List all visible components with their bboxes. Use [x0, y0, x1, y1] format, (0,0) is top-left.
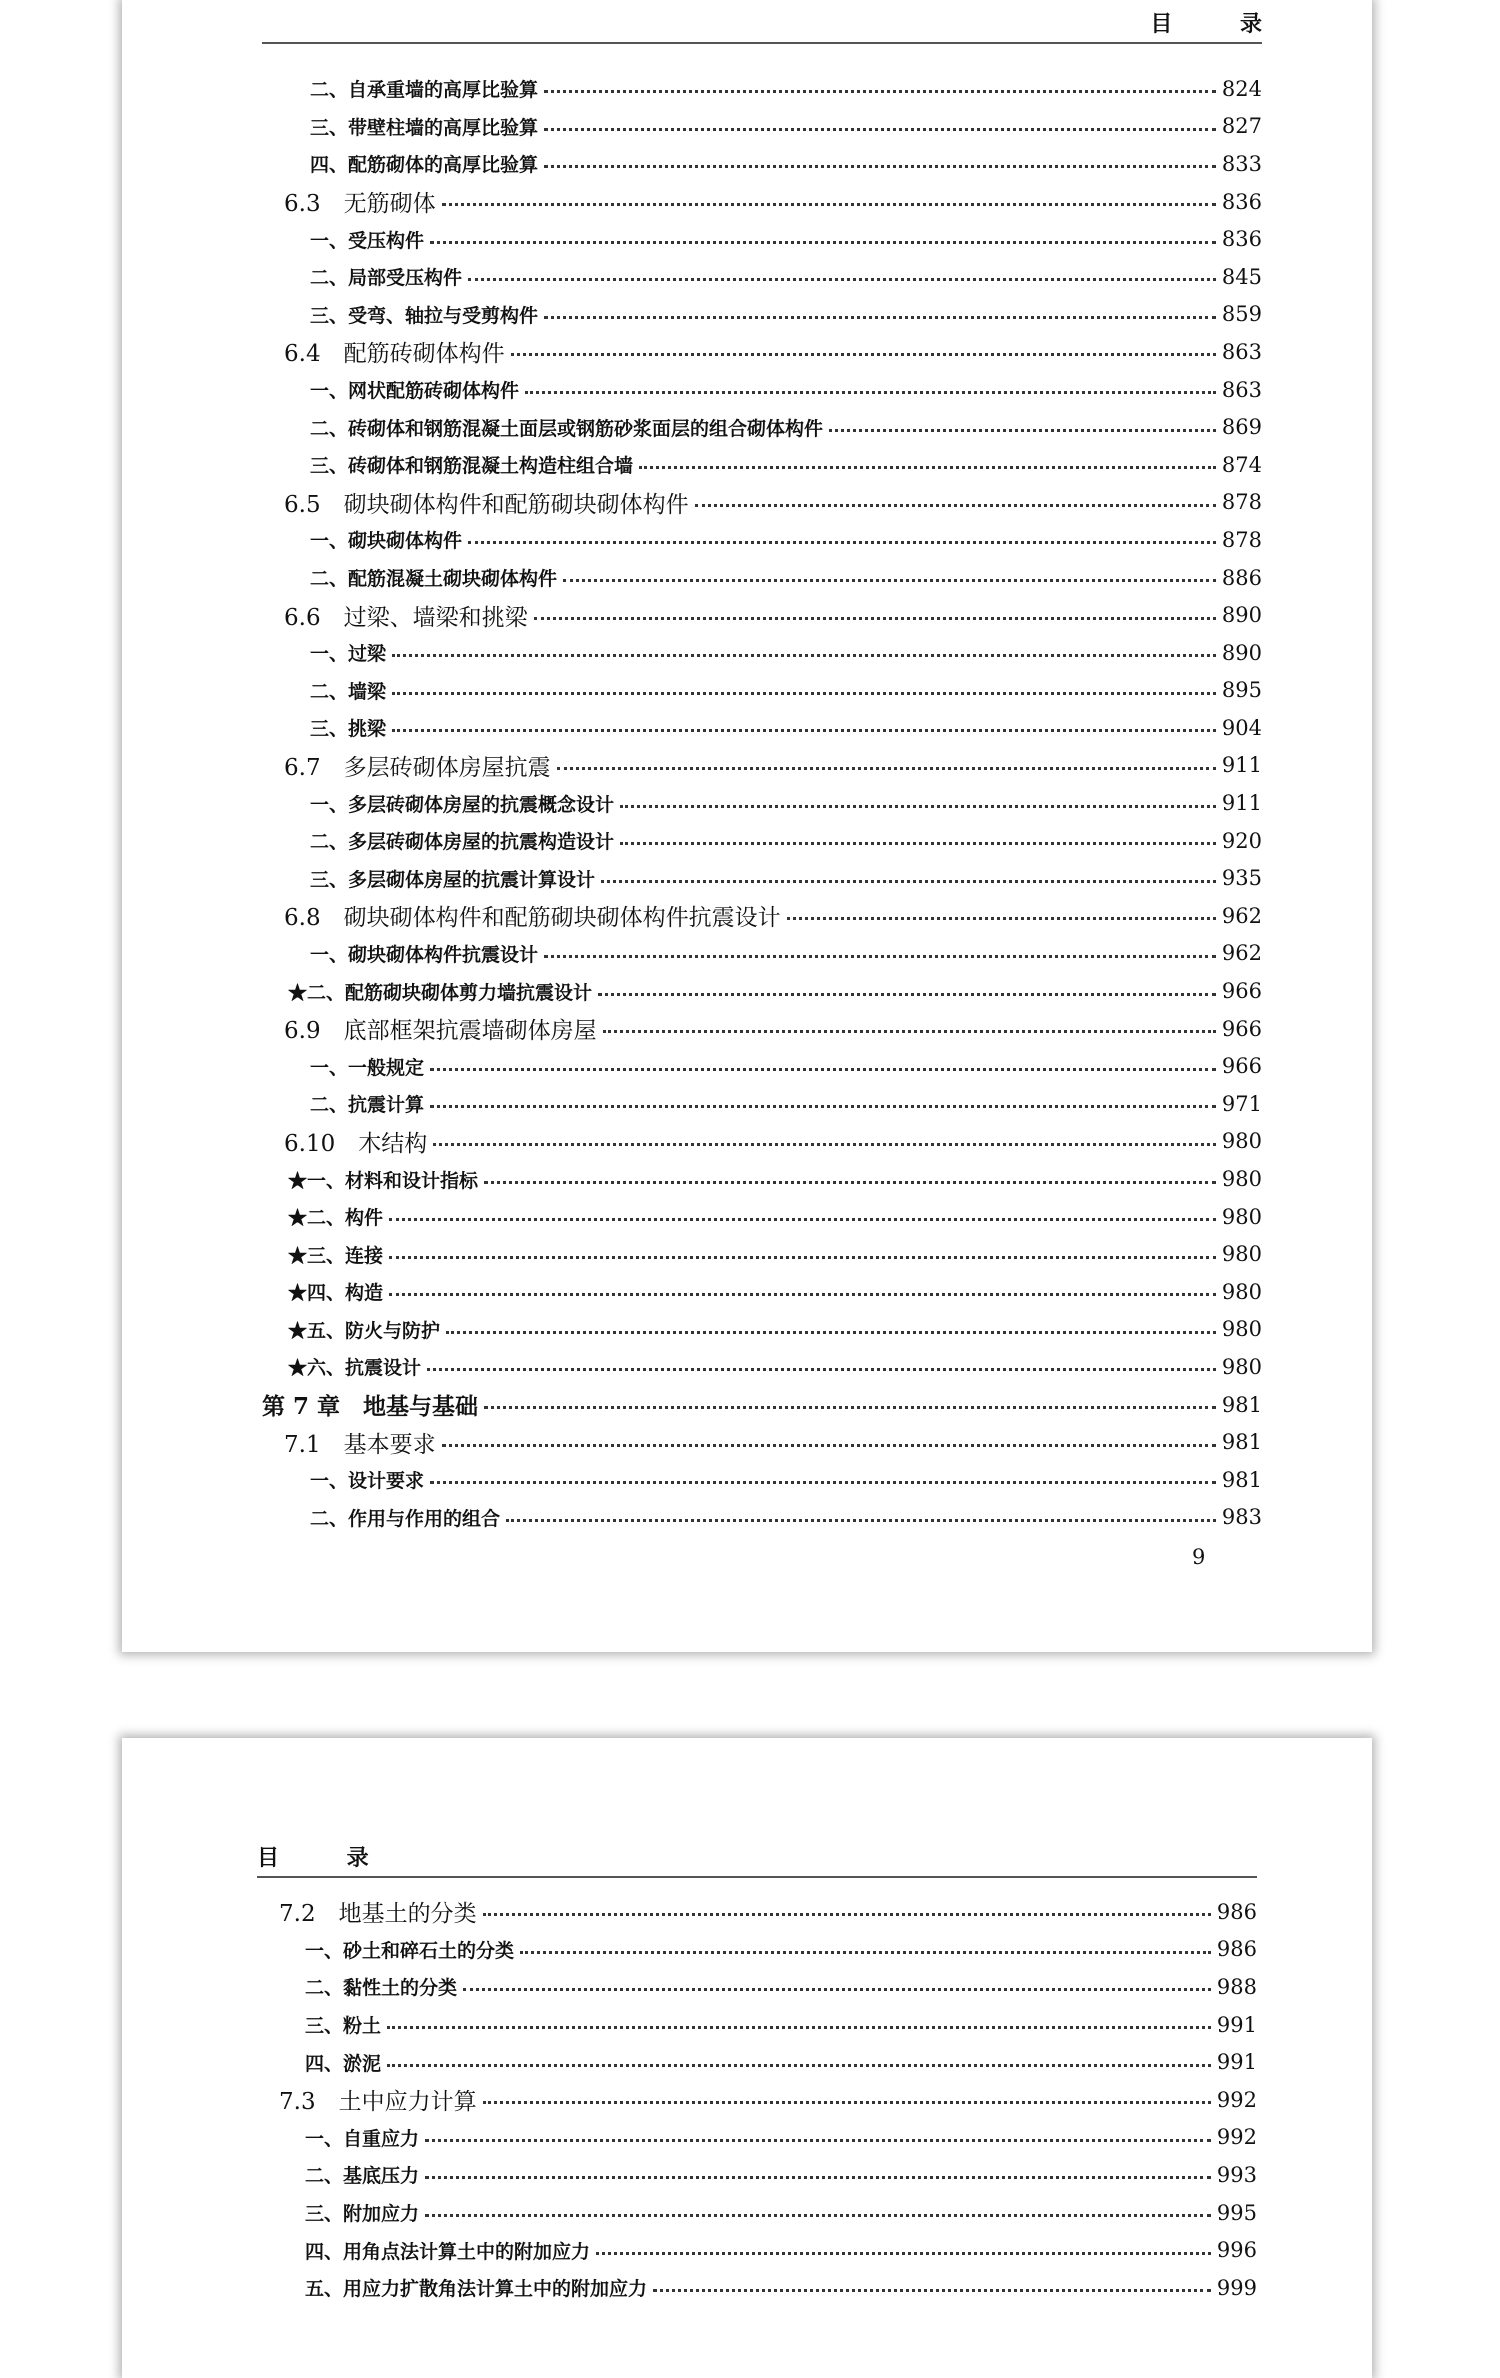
- dot-leader: [387, 2064, 1211, 2067]
- dot-leader: [639, 466, 1216, 469]
- toc-entry-title: ★二、构件: [288, 1207, 384, 1230]
- toc-entry[interactable]: [262, 1047, 1262, 1085]
- toc-entry-title: 一、受压构件: [310, 229, 425, 252]
- toc-entry[interactable]: [257, 2119, 1257, 2157]
- toc-entry-title: 一、多层砖砌体房屋的抗震概念设计: [310, 793, 615, 816]
- toc-entry[interactable]: [262, 296, 1262, 334]
- toc-entry[interactable]: [262, 183, 1262, 221]
- toc-entry-title: 一、设计要求: [310, 1470, 425, 1493]
- toc-entry[interactable]: [262, 258, 1262, 296]
- toc-entry[interactable]: [262, 897, 1262, 935]
- toc-entry-title: 二、黏性土的分类: [305, 1977, 458, 2000]
- toc-entry[interactable]: [257, 1893, 1257, 1931]
- toc-entry-title: ★二、配筋砌块砌体剪力墙抗震设计: [288, 981, 593, 1004]
- toc-entry-title: 二、局部受压构件: [310, 267, 463, 290]
- toc-entry-page: 890: [1221, 603, 1262, 628]
- toc-entry-page: 869: [1221, 415, 1262, 440]
- toc-entry[interactable]: [262, 1461, 1262, 1499]
- toc-entry-page: 980: [1221, 1129, 1262, 1154]
- toc-entry[interactable]: [262, 1085, 1262, 1123]
- toc-entry[interactable]: [262, 371, 1262, 409]
- toc-entry[interactable]: [262, 220, 1262, 258]
- dot-leader: [544, 316, 1216, 319]
- toc-entry-title: 三、附加应力: [305, 2203, 420, 2226]
- dot-leader: [653, 2289, 1211, 2292]
- toc-entry-page: 890: [1221, 640, 1262, 665]
- toc-entry-title: 二、砖砌体和钢筋混凝土面层或钢筋砂浆面层的组合砌体构件: [310, 417, 824, 440]
- toc-entry[interactable]: [262, 634, 1262, 672]
- toc-entry[interactable]: [257, 2231, 1257, 2269]
- toc-entry-page: 845: [1221, 264, 1262, 289]
- toc-entry-page: 833: [1221, 151, 1262, 176]
- toc-entry[interactable]: [262, 559, 1262, 597]
- toc-entry-page: 980: [1221, 1354, 1262, 1379]
- toc-entry[interactable]: [262, 972, 1262, 1010]
- toc-entry-page: 980: [1221, 1204, 1262, 1229]
- toc-entry-page: 993: [1216, 2162, 1257, 2187]
- dot-leader: [468, 278, 1216, 281]
- toc-entry-page: 996: [1216, 2238, 1257, 2263]
- dot-leader: [544, 955, 1216, 958]
- toc-entry[interactable]: [262, 145, 1262, 183]
- toc-entry-title: 二、墙梁: [310, 680, 387, 703]
- toc-entry-page: 935: [1221, 866, 1262, 891]
- toc-entry[interactable]: [262, 521, 1262, 559]
- toc-entry[interactable]: [262, 446, 1262, 484]
- dot-leader: [506, 1519, 1216, 1522]
- toc-entry[interactable]: [262, 1423, 1262, 1461]
- dot-leader: [425, 2176, 1211, 2179]
- dot-leader: [389, 1218, 1216, 1221]
- toc-entry-page: 983: [1221, 1505, 1262, 1530]
- dot-leader: [620, 805, 1216, 808]
- toc-entry-page: 836: [1221, 227, 1262, 252]
- toc-entry-page: 886: [1221, 565, 1262, 590]
- toc-entry-page: 911: [1221, 791, 1262, 816]
- dot-leader: [483, 1913, 1211, 1916]
- toc-entry-title: 一、砂土和碎石土的分类: [305, 1939, 515, 1962]
- toc-entry[interactable]: [262, 784, 1262, 822]
- toc-entry-title: 一、砌块砌体构件: [310, 530, 463, 553]
- toc-entry-title: 7.2 地基土的分类: [279, 1901, 477, 1928]
- dot-leader: [442, 203, 1216, 206]
- dot-leader: [484, 1181, 1216, 1184]
- toc-entry-page: 980: [1221, 1167, 1262, 1192]
- toc-entry-title: 三、带壁柱墙的高厚比验算: [310, 116, 539, 139]
- toc-entry-page: 863: [1221, 339, 1262, 364]
- toc-entry-page: 992: [1216, 2125, 1257, 2150]
- toc-entry-page: 992: [1216, 2087, 1257, 2112]
- header-title: 目 录: [1150, 11, 1292, 37]
- dot-leader: [525, 391, 1216, 394]
- dot-leader: [433, 1143, 1216, 1146]
- dot-leader: [389, 1293, 1216, 1296]
- dot-leader: [430, 241, 1216, 244]
- toc-entry[interactable]: [262, 822, 1262, 860]
- toc-entry-title: 三、砖砌体和钢筋混凝土构造柱组合墙: [310, 455, 634, 478]
- toc-entry-title: 四、淤泥: [305, 2052, 382, 2075]
- toc-entry-page: 827: [1221, 114, 1262, 139]
- toc-entry[interactable]: [262, 709, 1262, 747]
- header-title: 目 录: [257, 1845, 399, 1871]
- toc-entry-page: 986: [1216, 1899, 1257, 1924]
- toc-entry-page: 878: [1221, 490, 1262, 515]
- toc-entry-page: 904: [1221, 715, 1262, 740]
- toc-entry[interactable]: [262, 484, 1262, 522]
- dot-leader: [484, 1406, 1216, 1409]
- toc-entry-page: 966: [1221, 1016, 1262, 1041]
- toc-entry-page: 971: [1221, 1091, 1262, 1116]
- toc-entry-title: 第 7 章 地基与基础: [262, 1393, 479, 1421]
- dot-leader: [829, 429, 1216, 432]
- toc-entry[interactable]: [262, 935, 1262, 973]
- dot-leader: [483, 2101, 1211, 2104]
- toc-entry-title: 一、过梁: [310, 643, 387, 666]
- dot-leader: [596, 2252, 1211, 2255]
- toc-entry[interactable]: [262, 1235, 1262, 1273]
- toc-entry-title: 四、用角点法计算土中的附加应力: [305, 2240, 591, 2263]
- dot-leader: [563, 579, 1216, 582]
- toc-entry-page: 895: [1221, 678, 1262, 703]
- toc-entry[interactable]: [262, 1160, 1262, 1198]
- running-header: [262, 0, 1292, 44]
- toc-entry-title: 6.8 砌块砌体构件和配筋砌块砌体构件抗震设计: [284, 905, 781, 932]
- toc-entry-page: 986: [1216, 1937, 1257, 1962]
- toc-entry-page: 878: [1221, 527, 1262, 552]
- toc-entry[interactable]: [262, 1273, 1262, 1311]
- toc-entry[interactable]: [257, 2269, 1257, 2307]
- toc-entry-page: 966: [1221, 979, 1262, 1004]
- toc-page-9: [122, 0, 1372, 1652]
- toc-entry[interactable]: [262, 408, 1262, 446]
- dot-leader: [468, 541, 1216, 544]
- toc-entry-title: 6.10 木结构: [284, 1130, 428, 1157]
- toc-entry-page: 980: [1221, 1279, 1262, 1304]
- toc-entry[interactable]: [262, 1386, 1262, 1424]
- toc-entry-page: 911: [1221, 753, 1262, 778]
- toc-entry[interactable]: [257, 1931, 1257, 1969]
- toc-entry-title: 三、多层砌体房屋的抗震计算设计: [310, 868, 596, 891]
- dot-leader: [392, 729, 1216, 732]
- toc-entry-page: 988: [1216, 1974, 1257, 1999]
- toc-entry-title: ★一、材料和设计指标: [288, 1169, 479, 1192]
- toc-entry-page: 874: [1221, 452, 1262, 477]
- dot-leader: [427, 1368, 1216, 1371]
- toc-entry-title: 7.1 基本要求: [284, 1431, 436, 1458]
- toc-entry[interactable]: [262, 1123, 1262, 1161]
- toc-entry-title: 6.3 无筋砌体: [284, 191, 436, 218]
- toc-entry-page: 981: [1221, 1467, 1262, 1492]
- toc-entry[interactable]: [257, 2156, 1257, 2194]
- dot-leader: [544, 90, 1216, 93]
- dot-leader: [392, 654, 1216, 657]
- dot-leader: [446, 1331, 1216, 1334]
- toc-entry-page: 980: [1221, 1242, 1262, 1267]
- toc-entry[interactable]: [257, 2043, 1257, 2081]
- dot-leader: [425, 2214, 1211, 2217]
- toc-entry-title: 二、配筋混凝土砌块砌体构件: [310, 568, 558, 591]
- running-header: [257, 1834, 1257, 1878]
- dot-leader: [787, 917, 1216, 920]
- toc-entry-page: 863: [1221, 377, 1262, 402]
- dot-leader: [601, 880, 1216, 883]
- toc-entry-title: 二、作用与作用的组合: [310, 1507, 501, 1530]
- toc-entry[interactable]: [257, 2006, 1257, 2044]
- toc-entry-title: ★三、连接: [288, 1244, 384, 1267]
- toc-entry-page: 999: [1216, 2275, 1257, 2300]
- toc-entry[interactable]: [262, 1010, 1262, 1048]
- toc-entry-page: 981: [1221, 1430, 1262, 1455]
- toc-entry[interactable]: [262, 596, 1262, 634]
- page-number: 9: [1192, 1545, 1206, 1569]
- toc-entry-page: 981: [1221, 1392, 1262, 1417]
- toc-entry-title: 一、一般规定: [310, 1056, 425, 1079]
- dot-leader: [389, 1256, 1216, 1259]
- toc-list: [257, 1893, 1257, 2307]
- dot-leader: [463, 1988, 1211, 1991]
- toc-entry[interactable]: [262, 333, 1262, 371]
- toc-page-10: [122, 1738, 1372, 2378]
- dot-leader: [557, 767, 1216, 770]
- toc-entry-title: 三、粉土: [305, 2015, 382, 2038]
- toc-entry[interactable]: [262, 859, 1262, 897]
- dot-leader: [598, 993, 1216, 996]
- toc-entry-page: 836: [1221, 189, 1262, 214]
- toc-entry-title: 6.7 多层砖砌体房屋抗震: [284, 754, 551, 781]
- toc-entry-title: 6.5 砌块砌体构件和配筋砌块砌体构件: [284, 491, 689, 518]
- toc-entry-title: 二、基底压力: [305, 2165, 420, 2188]
- dot-leader: [520, 1951, 1211, 1954]
- dot-leader: [442, 1444, 1216, 1447]
- toc-entry-title: 7.3 土中应力计算: [279, 2089, 477, 2116]
- dot-leader: [392, 692, 1216, 695]
- toc-entry-title: ★四、构造: [288, 1282, 384, 1305]
- toc-entry-title: 二、抗震计算: [310, 1094, 425, 1117]
- dot-leader: [511, 353, 1216, 356]
- toc-entry[interactable]: [262, 70, 1262, 108]
- toc-entry-title: 三、受弯、轴拉与受剪构件: [310, 304, 539, 327]
- toc-entry[interactable]: [262, 1348, 1262, 1386]
- toc-entry-title: 二、自承重墙的高厚比验算: [310, 79, 539, 102]
- toc-entry-title: 二、多层砖砌体房屋的抗震构造设计: [310, 831, 615, 854]
- toc-entry-page: 995: [1216, 2200, 1257, 2225]
- toc-entry-page: 824: [1221, 76, 1262, 101]
- dot-leader: [544, 165, 1216, 168]
- toc-entry-title: ★五、防火与防护: [288, 1319, 441, 1342]
- toc-entry-title: 一、砌块砌体构件抗震设计: [310, 943, 539, 966]
- toc-entry-title: ★六、抗震设计: [288, 1357, 422, 1380]
- toc-entry[interactable]: [262, 747, 1262, 785]
- toc-entry-title: 三、挑梁: [310, 718, 387, 741]
- dot-leader: [534, 617, 1216, 620]
- toc-entry[interactable]: [257, 2081, 1257, 2119]
- toc-entry-page: 920: [1221, 828, 1262, 853]
- dot-leader: [603, 1030, 1216, 1033]
- toc-list: [262, 70, 1262, 1536]
- toc-entry-title: 四、配筋砌体的高厚比验算: [310, 154, 539, 177]
- toc-entry-page: 859: [1221, 302, 1262, 327]
- toc-entry-page: 962: [1221, 903, 1262, 928]
- toc-entry-title: 一、自重应力: [305, 2127, 420, 2150]
- dot-leader: [430, 1481, 1216, 1484]
- toc-entry[interactable]: [262, 1198, 1262, 1236]
- dot-leader: [430, 1068, 1216, 1071]
- dot-leader: [544, 128, 1216, 131]
- toc-entry[interactable]: [262, 1499, 1262, 1537]
- dot-leader: [425, 2139, 1211, 2142]
- dot-leader: [620, 842, 1216, 845]
- toc-entry-title: 6.9 底部框架抗震墙砌体房屋: [284, 1018, 597, 1045]
- toc-entry-page: 991: [1216, 2050, 1257, 2075]
- toc-entry-title: 五、用应力扩散角法计算土中的附加应力: [305, 2278, 648, 2301]
- toc-entry-title: 一、网状配筋砖砌体构件: [310, 380, 520, 403]
- toc-entry[interactable]: [262, 672, 1262, 710]
- toc-entry[interactable]: [262, 1311, 1262, 1349]
- toc-entry[interactable]: [257, 1968, 1257, 2006]
- toc-entry-title: 6.6 过梁、墙梁和挑梁: [284, 604, 528, 631]
- toc-entry-page: 980: [1221, 1317, 1262, 1342]
- dot-leader: [387, 2026, 1211, 2029]
- toc-entry-title: 6.4 配筋砖砌体构件: [284, 341, 505, 368]
- toc-entry-page: 991: [1216, 2012, 1257, 2037]
- toc-entry-page: 966: [1221, 1054, 1262, 1079]
- dot-leader: [430, 1105, 1216, 1108]
- toc-entry[interactable]: [257, 2194, 1257, 2232]
- dot-leader: [695, 504, 1216, 507]
- toc-entry-page: 962: [1221, 941, 1262, 966]
- toc-entry[interactable]: [262, 108, 1262, 146]
